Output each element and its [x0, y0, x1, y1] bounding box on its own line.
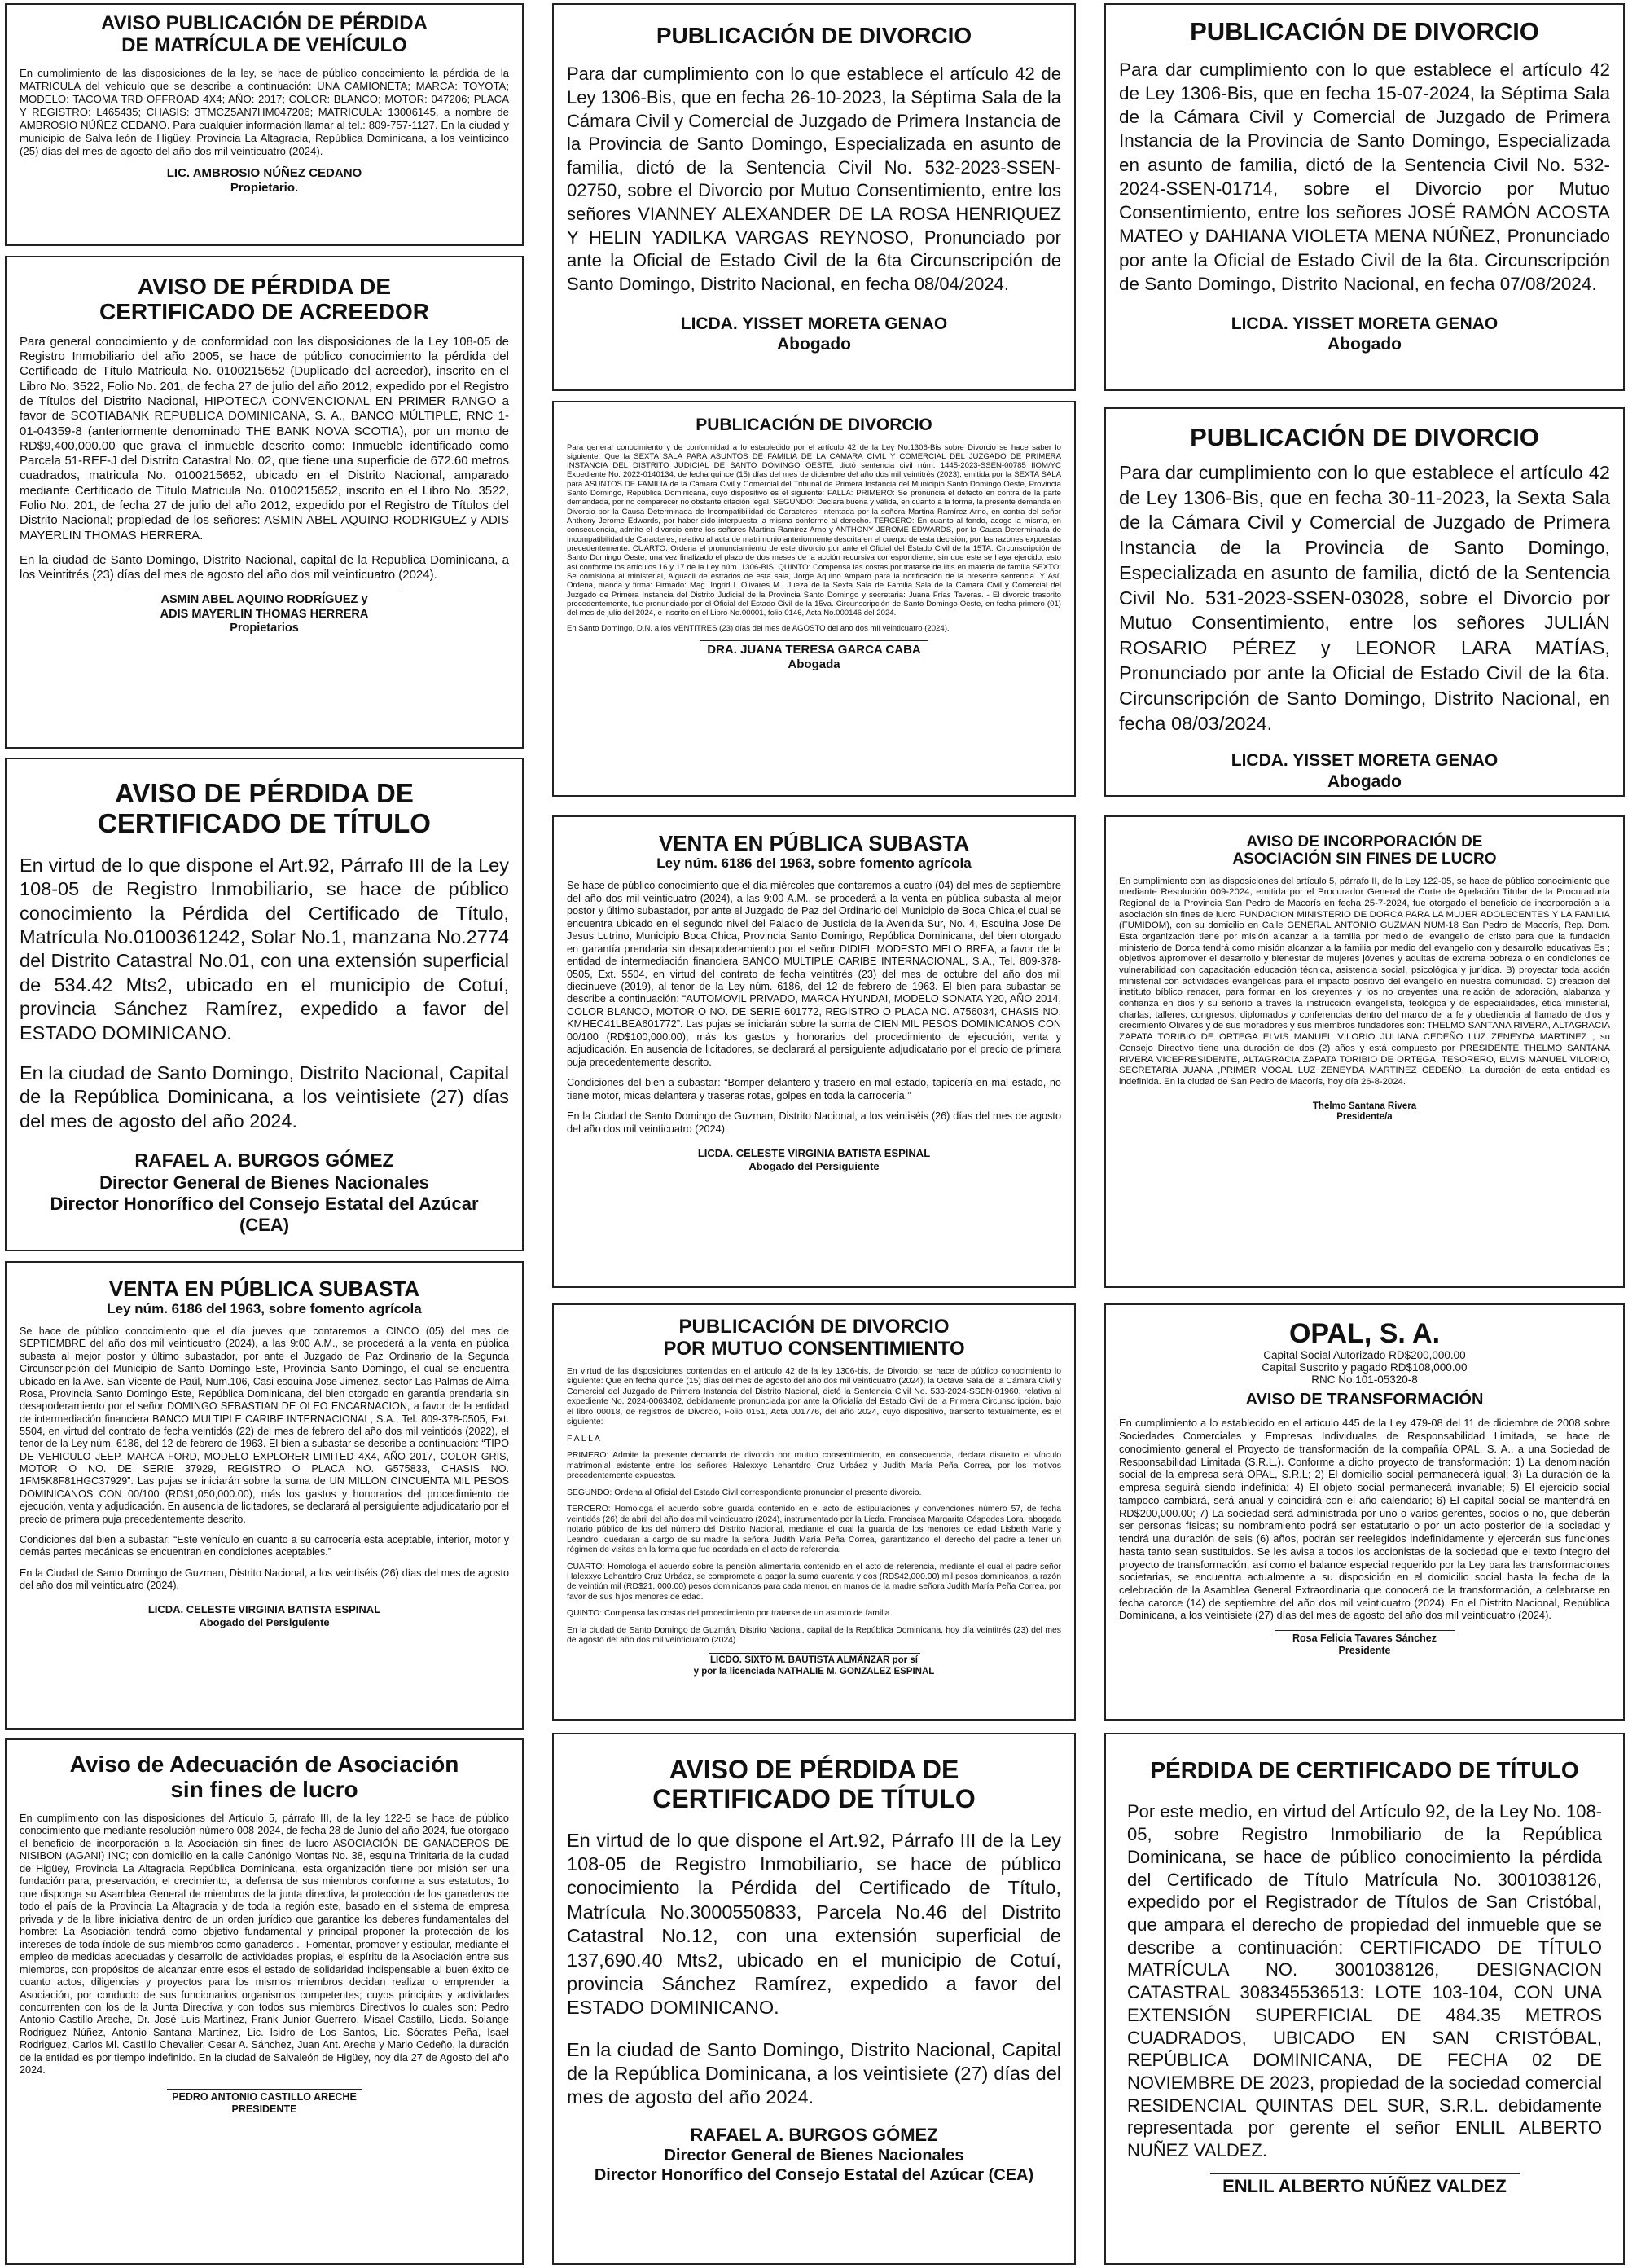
notice-public-auction	[5, 1261, 524, 1730]
notice-body: Por este medio, en virtud del Artículo 92, de la Ley No. 108-05, sobre Registro Inmobiliario de la República Dominicana, se hace de público conocimiento la pérdida del Certificado de Título Matrícula No. 3001038126, expedido por el Registrador de Títulos de San Cristóbal, que ampara el derecho de propiedad del inmueble que se describe a continuación: CERTIFICADO DE TÍTULO MATRÍCULA NO. 3001038126, DESIGNACION CATASTRAL 308345536513: LOTE 103-104, CON UNA EXTENSIÓN SUPERFICIAL DE 484.35 METROS CUADRADOS, UBICADO EN SAN CRISTÓBAL, REPÚBLICA DOMINICANA, DE FECHA 02 DE NOVIEMBRE DE 2023, propiedad de la sociedad comercial RESIDENCIAL QUINTAS DEL SUR, S.R.L. debidamente representada por gerente el señor ENLIL ALBERTO NUÑEZ VALDEZ.	[1127, 1801, 1602, 2161]
notice-body: En cumplimiento de las disposiciones de la ley, se hace de público conocimiento la pérdida de la MATRICULA del vehículo que se describe a continuación: UNA CAMIONETA; MARCA: TOYOTA; MODELO: TACOMA TRD OFFROAD 4X4; AÑO: 2017; COLOR: BLANCO; MOTOR: 047206; PLACA Y REGISTRO: L465435; CHASIS: 3TMCZ5AN7HM047206; MATRICULA: 13006145, a nombre de AMBROSIO NÚÑEZ CEDANO. Para cualquier información llamar al tel.: 809-757-1127. En la ciudad y municipio de Salva león de Higüey, Provincia La Altagracia, República Dominicana, a los veinticinco (25) días del mes de agosto del año dos mil veinticuatro (2024).	[20, 66, 509, 158]
signature-line	[1275, 1630, 1455, 1631]
notice-title: PÉRDIDA DE CERTIFICADO DE TÍTULO	[1150, 1757, 1579, 1782]
signer-name: RAFAEL A. BURGOS GÓMEZ	[690, 2124, 938, 2145]
signer-role: Presidente	[1338, 1645, 1391, 1657]
signer-role: Director General de Bienes Nacionales	[99, 1171, 429, 1193]
signer-role: Director Honorífico del Consejo Estatal del Azúcar (CEA)	[594, 2166, 1034, 2185]
notice-title: PUBLICACIÓN DE DIVORCIO	[1190, 17, 1539, 46]
signature-block	[567, 1653, 1061, 1678]
signer-role: Abogado	[777, 335, 851, 354]
notice-body: Para dar cumplimiento con lo que establece el artículo 42 de Ley 1306-Bis, que en fecha 26-10-2023, la Séptima Sala de la Cámara Civil y Comercial de Juzgado de Primera Instancia de la Provincia de Santo Domingo, Especializada en asunto de familia, dictó de la Sentencia Civil No. 532-2023-SSEN-02750, sobre el Divorcio por Mutuo Consentimiento, entre los señores VIANNEY ALEXANDER DE LA ROSA HENRIQUEZ Y HELIN YADILKA VARGAS REYNOSO, Pronunciado por ante la Oficial de Estado Civil de la 6ta Circunscripción de Santo Domingo, Distrito Nacional, en fecha 08/04/2024.	[567, 64, 1061, 294]
signer-role: Presidente/a	[1336, 1112, 1393, 1123]
signer-name: LICDA. CELESTE VIRGINIA BATISTA ESPINAL	[697, 1147, 931, 1160]
notice-title: sin fines de lucro	[170, 1777, 358, 1803]
notice-body: En cumplimiento con las disposiciones del Artículo 5, párrafo III, de la ley 122-5 se hace de público conocimiento que mediante resolución número 008-2024, de fecha 28 de Junio del año 2024, fue otorgado el beneficio de incorporación a la Asociación sin fines de lucro ASOCIACIÓN DE GANADEROS DE NISIBON (AGANI) INC; con domicilio en la calle Canónigo Montas No. 38, esquina Trinitaria de la ciudad de Higüey, Provincia La Altagracia República Dominicana, esta organización tiene por misión ser una fundación para, preservación, el crecimiento, la defensa de sus miembros conforme a sus estatutos, 1o que disponga su Asamblea General de miembros de la junta directiva, la protección de los ganaderos de todo el país de la Provincia La Altagracia y de toda la región este, basado en el sistema de empresa privada y de la libre iniciativa dentro de un orden jurídico que garantice los deberes fundamentales del hombre: La Asociación tendrá como objetivo fundamental y principal proponer la protección de los intereses de toda índole de sus miembros como ganaderos .- Fomentar, promover y estipular, mediante el empleo de medidas adecuadas y desarrollo de actividades propias, el espíritu de la Asociación entre sus miembros, con propósitos de alcanzar entre esos el estado de solidaridad indispensable al buen éxito de cuanto actos, diligencias y proyectos para los mismos miembros decidan realizar o emprender la Asociación, por conducto de sus funcionarios organismos competentes; cuyos principios y actividades concurrenten con los de la Junta Directiva y con todos sus miembros Directivos lo cuales son: Pedro Antonio Castillo Areche, Dr. José Luis Martínez, Frank Junior Guerrero, Misael Castillo, Licda. Solange Rodriguez Núñez, Antonio Santana Martínez, Lic. Isidro de Los Santos, Lic. Sócrates Peña, Isael Rodriguez, Carlos Ml. Castillo Chevalier, Cesar A. Sánchez, Juan Ant. Areche y Mario Cedeño, la duración de la entidad es por tiempo indefinido. En la ciudad de Salvaleón de Higüey, hoy día 27 de Agosto del año 2024.	[20, 1812, 509, 2077]
notice-body: Se hace de público conocimiento que el día miércoles que contaremos a cuatro (04) del mes de septiembre del año dos mil veinticuatro (2024), a las 9:00 A.M., se procederá a la venta en pública subasta al mejor postor y último subastador, por ante el Juzgado de Paz del Ordinario del Municipio de Boca Chica,el cual se encuentra ubicado en el segundo nivel del Palacio de Justicia de la Avenida Sur, No. 4, Esquina Jose De Jesus Lutrino, Municipio Boca Chica, Provincia Santo Domingo, República Dominicana, del bien otorgado en garantía prendaria sin desapoderamiento por el señor DIDIEL MODESTO MELO BREA, a favor de la entidad de intermediación financiera BANCO MULTIPLE CARIBE INTERNACIONAL, S.A., Tel. 809-378-0505, Ext. 5504, en virtud del contrato de fecha veintitrés (23) del mes de octubre del año dos mil diecinueve (2019), al tenor de la Ley núm. 6186, del 12 de febrero de 1963. El bien para subastar se describe a continuación: “AUTOMOVIL PRIVADO, MARCA HYUNDAI, MODELO SONATA Y20, AÑO 2014, COLOR BLANCO, MOTOR O NO. DE SERIE 601772, REGISTRO O PLACA NO. A756034, CHASIS NO. KMHEC41LBEA601772”. Las pujas se iniciarán sobre la suma de CIEN MIL PESOS DOMINICANOS CON 00/100 (RD$100,000.00), más los gastos y honorarios del procedimiento de ejecución, venta y adjudicación. En ausencia de licitadores, se declarará al persiguiente adjudicatario por el precio de primera puja precedentemente descrito.	[567, 880, 1061, 1068]
signer-name: LICDA. YISSET MORETA GENAO	[1231, 751, 1499, 771]
notice-body: CUARTO: Homologa el acuerdo sobre la pensión alimentaria contenido en el acto de referencia, mediante el cual el padre señor Halexxyc Lehantdro Cruz Urbáez, se compromete a pagar la suma cuarenta y dos (RD$42,000.00) mil pesos dominicanos, a razón de veintiún mil (RD$21, 000.00) pesos dominicanos para cada menor, en manos de la madre señora Judith María Peña Correa, por favor de sus hijos menores de edad.	[567, 1562, 1061, 1602]
signature-block	[20, 1149, 509, 1237]
signature-block	[20, 591, 509, 635]
notice-vehicle-registration-loss	[5, 3, 524, 246]
notice-divorce-3	[1104, 3, 1625, 391]
signer-role: Propietario.	[230, 181, 299, 196]
signer-name: DRA. JUANA TERESA GARCA CABA	[707, 642, 921, 657]
notice-divorce-1	[552, 3, 1076, 391]
notice-title: AVISO PUBLICACIÓN DE PÉRDIDA	[101, 12, 428, 34]
notice-body: Para dar cumplimiento con lo que establece el artículo 42 de Ley 1306-Bis, que en fecha 30-11-2023, la Sexta Sala de la Cámara Civil y Comercial de Juzgado de Primera Instancia de la Provincia de Santo Domingo, Especializada en asunto de familia, dictó de la Sentencia Civil No. 531-2023-SSEN-03028, sobre el Divorcio por Mutuo Consentimiento, entre los señores JULIÁN ROSARIO PÉREZ y LEONOR LARA MATÍAS, Pronunciado por ante la Oficial de Estado Civil de la 6ta. Circunscripción de Santo Domingo, Distrito Nacional, en fecha 08/03/2024.	[1119, 461, 1610, 734]
notice-title: CERTIFICADO DE ACREEDOR	[99, 299, 429, 325]
signer-name: PEDRO ANTONIO CASTILLO ARECHE	[172, 2090, 357, 2103]
notice-body: SEGUNDO: Ordena al Oficial del Estado Civil correspondiente pronunciar el presente divorcio.	[567, 1488, 922, 1497]
notice-body: En Santo Domingo, D.N. a los VENTITRES (23) días del mes de AGOSTO del ano dos mil veinticuatro (2024).	[567, 624, 950, 634]
notice-body: QUINTO: Compensa las costas del procedimiento por tratarse de un asunto de familia.	[567, 1609, 893, 1619]
notice-body: Para general conocimiento y de conformidad con las disposiciones de la Ley 108-05 de Registro Inmobiliario del año 2005, se hace de público conocimiento la pérdida del Certificado de Título Matricula No. 0100215652 (Duplicado del acreedor), inscrito en el Libro No. 3522, Folio No. 201, de fecha 27 de julio del año 2012, expedido por el Registro de Títulos del Distrito Nacional, HIPOTECA CONVENCIONAL EN PRIMER RANGO a favor de SCOTIABANK REPUBLICA DOMINICANA, S. A., BANCO MÚLTIPLE, RNC 1-01-04359-8 (anteriormente denominado THE BANK NOVA SCOTIA), por un monto de RD$9,400,000.00 que grava el inmueble descrito como: Inmueble identificado como Parcela 51-REF-J del Distrito Catastral No. 02, que tiene una superficie de 672.60 metros cuadrados, matricula No. 0100215652, ubicado en el Distrito Nacional, amparado mediante Certificado de Título Matricula No. 0100215652, inscrito en el Libro No. 3522, Folio No. 201, de fecha 27 de julio del año 2012, expedido por el Registro de Títulos del Distrito Nacional; propiedad de los señores: ASMIN ABEL AQUINO RODRIGUEZ y ADIS MAYERLIN THOMAS HERRERA.	[20, 334, 509, 543]
notice-title-certificate-loss-3	[1104, 1733, 1625, 2265]
notice-body: En virtud de lo que dispone el Art.92, Párrafo III de la Ley 108-05 de Registro Inmobiliario, se hace de público conocimiento la Pérdida del Certificado de Título, Matrícula No.0100361242, Solar No.1, manzana No.2774 del Distrito Catastral No.01, con una extensión superficial de 534.42 Mts2, ubicado en el municipio de Cotuí, provincia Sánchez Ramírez, expedido a favor del ESTADO DOMINICANO.	[20, 854, 509, 1044]
notice-divorce-2	[552, 401, 1076, 797]
notice-body: En la ciudad de Santo Domingo de Guzmán, Distrito Nacional, capital de la República Dominicana, hoy día veintitrés (23) del mes de agosto del año dos mil veinticuatro (2024).	[567, 1625, 1061, 1646]
notice-title: AVISO DE INCORPORACIÓN DE	[1246, 833, 1483, 850]
notice-association-incorporation	[1104, 815, 1625, 1288]
notice-body: PRIMERO: Admite la presente demanda de divorcio por mutuo consentimiento, en consecuencia, declara disuelto el vínculo matrimonial existente entre los señores Halexxyc Lehantdro Cruz Urbáez y Judith María Peña Correa, por los motivos precedentemente expuestos.	[567, 1451, 1061, 1481]
notice-body: En la ciudad de Santo Domingo, Distrito Nacional, Capital de la República Dominicana, a los veintisiete (27) días del mes de agosto del año 2024.	[567, 2038, 1061, 2108]
signature-block	[567, 640, 1061, 672]
notice-title-certificate-loss-2	[552, 1733, 1076, 2265]
notice-body: TERCERO: Homologa el acuerdo sobre guarda contenido en el acto de estipulaciones y convenciones número 57, de fecha veintidós (26) de abril del año dos mil veinticuatro (2024), instrumentado por la Licda. Francisca Margarita Céspedes Lora, abogada notario público de los del número del Distrito Nacional, mediante el cual la guarda de los menores de edad Lisbeth Marie y Leandro, quedaran a cargo de su madre la señora Judith María Peña Correa, garantizando el derecho del padre a tener un régimen de visitas en la forma que fue acordada en el acto de referencia.	[567, 1505, 1061, 1555]
notice-title: PUBLICACIÓN DE DIVORCIO	[1190, 423, 1539, 451]
signature-block	[1119, 750, 1610, 791]
notice-body: En cumplimiento con las disposiciones del artículo 5, párrafo II, de la Ley 122-05, se hace de público conocimiento que mediante Resolución 009-2024, emitida por el Procurador General de Corte de Apelación Titular de la Procuraduría Regional de la Provincia San Pedro de Macorís en fecha 25-7-2024, fue otorgado el beneficio de incorporación a la asociación sin fines de lucro FUNDACION MINISTERIO DE DORCA PARA LA MUJER ADOLECENTES Y LA FAMILIA (FUMIDOM), con su domicilio en Calle GENERAL ANTONIO GUZMAN NUM-18 San Pedro de Macorís, Rep. Dom. Esta organización tiene por misión alcanzar a la familia por medio del evangelio de cristo para que la fundación ministerio de Dorca tendrá como misión alcanzar a la familia por medio del evangelio con y desarrollo educativas Es ; objetivos a)promover el desarrollo y bienestar de mujeres jóvenes y adultas de extrema pobreza o en condiciones de vulnerabilidad con capacitación educación técnica, asistencia social, psicológica y jurídica. B) proyectar toda acción ministerial con actividades evangélicas para el impacto positivo del evangelio en nuestra comunidad. C) creación del instituto bíblico renacer, para formar en los creyentes y los no creyentes una relación de adoración, alabanza y confianza en dios y su señorío a través la instrucción evangelista, teológica y de especialidades, ética ministerial, charlas, talleres, congresos, diplomados y conferencias dentro del marco de la fe y obediencia al llamado de dios y crecimiento Olivares y de sus moradores y sus miembros fundadores son: THELMO SANTANA RIVERA, ALTAGRACIA ZAPATA TORIBIO DE ORTEGA ELVIS MANUEL VILORIO JULIANA CEDEÑO LUZ ZENEYDA MARTINEZ ; su Consejo Directivo tiene una duración de dos (2) años y está compuesto por PRESIDENTE THELMO SANTANA RIVERA VICEPRESIDENTE, ALTAGRACIA ZAPATA TORIBIO DE ORTEGA, TESORERO, ELVIS MANUEL VILORIO, SECRETARIA JUANA ,PRIMER VOCAL LUZ ZENEYDA MARTINEZ CEDEÑO. La duración de esta entidad es indefinida. En la ciudad de San Pedro de Macorís, hoy día 26-8-2024.	[1119, 876, 1610, 1087]
signer-name: Thelmo Santana Rivera	[1312, 1101, 1417, 1111]
signer-name: ENLIL ALBERTO NÚÑEZ VALDEZ	[1222, 2175, 1507, 2196]
signer-role: Abogada	[788, 657, 840, 671]
notice-body: En la Ciudad de Santo Domingo de Guzman, Distrito Nacional, a los veintiséis (26) días del mes de agosto del año dos mil veinticuatro (2024).	[20, 1567, 509, 1591]
notice-company-transformation	[1104, 1303, 1625, 1721]
signer-name: ASMIN ABEL AQUINO RODRÍGUEZ y	[160, 593, 368, 607]
notice-body: Condiciones del bien a subastar: “Bomper delantero y trasero en mal estado, tapicería en mal estado, no tiene motor, micas delantera y traseras rotas, golpes en toda la carrocería.”	[567, 1077, 1061, 1101]
notice-title: AVISO DE PÉRDIDA DE	[669, 1755, 959, 1784]
signer-name: LICDA. CELESTE VIRGINIA BATISTA ESPINAL	[147, 1603, 381, 1616]
notice-falla: F A L L A	[567, 1434, 600, 1444]
signature-block	[20, 1603, 509, 1628]
notice-body: En la ciudad de Santo Domingo, Distrito Nacional, Capital de la República Dominicana, a los veintisiete (27) días del mes de agosto del año 2024.	[20, 1061, 509, 1132]
signature-block	[1119, 1101, 1610, 1124]
signature-block	[567, 1147, 1061, 1172]
notice-creditor-certificate-loss	[5, 256, 524, 749]
signer-role: Abogado	[1327, 771, 1402, 791]
notice-title: ASOCIACIÓN SIN FINES DE LUCRO	[1232, 850, 1497, 868]
signer-role: Abogado del Persiguiente	[199, 1615, 330, 1628]
signer-role: Abogado del Persiguiente	[748, 1159, 880, 1172]
signer-role: Director General de Bienes Nacionales	[664, 2147, 964, 2165]
notice-subtitle: Ley núm. 6186 del 1963, sobre fomento agrícola	[656, 855, 972, 872]
signature-block	[1119, 1630, 1610, 1657]
notice-association-adaptation	[5, 1738, 524, 2265]
signature-line	[167, 2089, 362, 2090]
signature-block	[20, 2089, 509, 2116]
company-capital-authorized: Capital Social Autorizado RD$200,000.00	[1263, 1349, 1466, 1362]
signer-name: LICDO. SIXTO M. BAUTISTA ALMÁNZAR por sí	[710, 1655, 918, 1665]
notice-body: Se hace de público conocimiento que el día jueves que contaremos a CINCO (05) del mes de SEPTIEMBRE del año dos mil veinticuatro (2024), a las 9:00 A.M., se procederá a la venta en pública subasta al mejor postor y último subastador, por ante el Juzgado de Paz Ordinario de la Segunda Circunscripción del Municipio de Santo Domingo Este, Provincia Santo Domingo, el cual se encuentra ubicado en la Ave. San Vicente de Paúl, Num.106, Casi esquina Jose Jimenez, sector Las Palmas de Alma Rosa, Provincia Santo Domingo Este, República Dominicana, del bien otorgado en garantía prendaria sin desapoderamiento por el señor DOMINGO SEBASTIAN DE OLEO ENCARNACION, a favor de la entidad de intermediación financiera BANCO MULTIPLE CARIBE INTERNACIONAL, S.A., Tel. 809-378-0505, Ext. 5504, en virtud del contrato de fecha veintidós (22) del mes de febrero del año dos mil veintidós (2022), el tenor de la Ley núm. 6186, del 12 de febrero de 1963. El bien a subastar se describe a continuación: “TIPO DE VEHICULO JEEP, MARCA FORD, MODELO EXPLORER LIMITED 4X4, AÑO 2017, COLOR GRIS, MOTOR O NO. DE SERIE 37929, REGISTRO O PLACA NO. G575833, CHASIS NO. 1FM5K8F81HGC37929”. Las pujas se iniciarán sobre la suma de UN MILLON CINCUENTA MIL PESOS DOMINICANOS CON 00/100 (RD$1,050,000.00), más los gastos y honorarios del procedimiento de ejecución, venta y adjudicación. En ausencia de licitadores, se declarará al persiguiente adjudicatario por el precio de primera puja precedentemente descrito.	[20, 1325, 509, 1525]
signature-block	[567, 314, 1061, 354]
signature-block	[1119, 2174, 1610, 2197]
signer-role: PRESIDENTE	[231, 2103, 297, 2115]
notice-body: En cumplimiento a lo establecido en el artículo 445 de la Ley 479-08 del 11 de diciembre de 2008 sobre Sociedades Comerciales y Empresas Individuales de Responsabilidad Limitada, se hace de conocimiento general el Proyecto de transformación de la compañía OPAL, S. A.. a una Sociedad de Responsabilidad Limitada (S.R.L.). Conforme a dicho proyecto de transformación: 1) La denominación social de la empresa será OPAL, S.R.L; 2) El domicilio social permanecerá igual; 3) La duración de la empresa seguirá siendo indefinida; 4) El objeto social permanecerá invariable; 5) El ejercicio social tampoco cambiará, será anual y coincidirá con el año calendario; 6) El capital social se mantendrá en RD$200,000.00; 7) La sociedad será administrada por uno o varios gerentes, socios o no, que deberán ser personas físicas; su nombramiento podrá ser estatutario o por un acto posterior de la sociedad y tendrá una duración de seis (6) años, podrán ser reelegidos indefinidamente y ejercerán sus funciones hasta tanto sean sustituidos. Se les avisa a todos los accionistas de la sociedad que el texto íntegro del proyecto de transformación, así como el balance especial requerido por la Ley para las transformaciones societarias, se encuentra actualmente a su disposición en el domicilio social hasta la fecha de la celebración de la Asamblea General Extraordinaria que conocerá de la transformación, a celebrarse en fecha catorce (14) de septiembre del año dos mil veinticuatro (2024). En el Distrito Nacional, República Dominicana, a los veintisiete (27) días del mes de agosto del año dos mil veinticuatro (2024).	[1119, 1417, 1610, 1622]
notice-subtitle: Ley núm. 6186 del 1963, sobre fomento agrícola	[107, 1301, 422, 1317]
signer-name: ADIS MAYERLIN THOMAS HERRERA	[160, 607, 369, 621]
signer-role: y por la licenciada NATHALIE M. GONZALEZ ESPINAL	[693, 1666, 935, 1677]
notice-body: En virtud de las disposiciones contenidas en el artículo 42 de la ley 1306-bis, de Divorcio, se hace de público conocimiento lo siguiente: Que en fecha quince (15) días del mes de agosto del año dos mil veinticuatro (2024), la Octava Sala de la Cámara Civil y Comercial del Juzgado de Primera Instancia del Distrito Nacional, dictó la Sentencia Civil No. 533-2024-SSEN-01960, relativa al expediente No. 2024-0063402, debidamente pronunciada por ante la Oficialía del Estado Civil de la Primera Circunscripción, bajo el libro 00018, de registros de Divorcio, Folio 0151, Acta 001776, del año 2024, cuyo dispositivo, transcrito textualmente, es el siguiente:	[567, 1366, 1061, 1427]
notice-title: AVISO DE PÉRDIDA DE	[137, 274, 392, 299]
notice-title: PUBLICACIÓN DE DIVORCIO	[656, 23, 972, 48]
notice-divorce-4	[1104, 407, 1625, 797]
notice-body: En virtud de lo que dispone el Art.92, Párrafo III de la Ley 108-05 de Registro Inmobiliario, se hace de público conocimiento la Pérdida del Certificado de Título, Matrícula No.3000550833, Parcela No.46 del Distrito Catastral No.12, con una extensión superficial de 137,690.40 Mts2, ubicado en el municipio de Cotuí, provincia Sánchez Ramírez, expedido a favor del ESTADO DOMINICANO.	[567, 1829, 1061, 2019]
signer-role: (CEA)	[239, 1215, 290, 1236]
company-capital-paid: Capital Suscrito y pagado RD$108,000.00	[1262, 1361, 1468, 1374]
notice-body: En la Ciudad de Santo Domingo de Guzman, Distrito Nacional, a los veintiséis (26) días del mes de agosto del año dos mil veinticuatro (2024).	[567, 1110, 1061, 1135]
notice-title: CERTIFICADO DE TÍTULO	[652, 1783, 976, 1813]
notice-title: VENTA EN PÚBLICA SUBASTA	[658, 831, 970, 855]
notice-title: AVISO DE TRANSFORMACIÓN	[1245, 1391, 1484, 1409]
notice-title: PUBLICACIÓN DE DIVORCIO	[696, 415, 932, 434]
notice-body: Para dar cumplimiento con lo que establece el artículo 42 de Ley 1306-Bis, que en fecha 15-07-2024, la Séptima Sala de la Cámara Civil y Comercial de Juzgado de Primera Instancia de la Provincia de Santo Domingo, Especializada en asunto de familia, dictó de la Sentencia Civil No. 532-2024-SSEN-01714, sobre el Divorcio por Mutuo Consentimiento, entre los señores JOSÉ RAMÓN ACOSTA MATEO y DAHIANA VIOLETA MENA NÚÑEZ, Pronunciado por ante la Oficial de Estado Civil de la 6ta. Circunscripción de Santo Domingo, Distrito Nacional, en fecha 07/08/2024.	[1119, 59, 1610, 294]
signer-role: Propietarios	[230, 622, 299, 635]
notice-title: CERTIFICADO DE TÍTULO	[98, 807, 431, 838]
signer-name: RAFAEL A. BURGOS GÓMEZ	[134, 1149, 394, 1171]
notice-body: En la ciudad de Santo Domingo, Distrito Nacional, capital de la Republica Dominicana, a los Veintitrés (23) días del mes de agosto del año dos mil veinticuatro (2024).	[20, 552, 509, 582]
signature-block	[1119, 314, 1610, 354]
notice-title: PUBLICACIÓN DE DIVORCIO	[678, 1316, 950, 1338]
notice-divorce-mutual-consent	[552, 1303, 1076, 1721]
signer-name: LICDA. YISSET MORETA GENAO	[1231, 314, 1499, 334]
signer-name: LICDA. YISSET MORETA GENAO	[680, 314, 948, 334]
notice-title: POR MUTUO CONSENTIMIENTO	[663, 1337, 965, 1360]
signature-block	[567, 2125, 1061, 2185]
notice-title: DE MATRÍCULA DE VEHÍCULO	[121, 33, 407, 56]
company-rnc: RNC No.101-05320-8	[1311, 1374, 1418, 1387]
notice-body: Condiciones del bien a subastar: “Este vehículo en cuanto a su carrocería esta aceptable, interior, motor y demás partes mecánicas se encuentran en condiciones aceptables.”	[20, 1533, 509, 1558]
signer-name: LIC. AMBROSIO NÚÑEZ CEDANO	[166, 166, 362, 181]
notice-title: VENTA EN PÚBLICA SUBASTA	[108, 1277, 420, 1301]
notice-title: AVISO DE PÉRDIDA DE	[115, 778, 414, 808]
notice-body: Para general conocimiento y de conformidad a lo establecido por el artículo 42 de la Ley No.1306-Bis sobre Divorcio se hace saber lo siguiente: Que la SEXTA SALA PARA ASUNTOS DE FAMILIA DE LA CAMARA CIVIL Y COMERCIAL DEL JUZGADO DE PRIMERA INSTANCIA DEL DISTRITO JUDICIAL DE SANTO DOMINGO OESTE, dictó sentencia civil núm. 1445-2023-SSEN-00785 IIOM/YC Expediente No. 2022-0140134, de fecha quince (15) días del mes de diciembre del año dos mil veintitrés (2023), emitida por la SEXTA SALA para ASUNTOS DE FAMILIA de la Cámara Civil y Comercial del Tribunal de Primera Instancia del Municipio Santo Domingo Oeste, Provincia Santo Domingo, República Dominicana, cuyo dispositivo es el siguiente: FALLA: PRIMERO: Se pronuncia el defecto en contra de la parte demandada, por no comparecer no obstante citación legal. SEGUNDO: Declara buena y válida, en cuanto a la forma, la presente demanda en Divorcio por la Causa Determinada de Incompatibilidad de Caracteres, intentada por la señora Martina Ramírez Arno, en contra del señor Anthony Jerome Edwards, por haber sido interpuesta la misma conforme al derecho. TERCERO: En cuanto al fondo, acoge la misma, en consecuencia, admite el divorcio entre los señores Martina Ramírez Arno y ANTHONY JEROME EDWARDS, por la Causa Determinada de Incompatibilidad de Caracteres, relativo al acta de matrimonio anteriormente descrita en el cuerpo de esta decisión, por las razones expuestas precedentemente. CUARTO: Ordena el pronunciamiento de este divorcio por ante el Oficial del Estado Civil de la 15TA. Circunscripción de Santo Domingo Oeste, una vez finalizado el plazo de dos meses de la acción recursiva correspondiente, sin que este se haya ejercido, esto así conforme los artículos 16 y 17 de la Ley núm. 1306-BIS. QUINTO: Compensa las costas por tratarse de litis en materia de familia SEXTO: Se comisiona al ministerial, Alguacil de estrados de esta sala, Jorge Aquino Amparo para la notificación de la presente sentencia. Y Así, Ordena, manda y firma: Firmado: Mag. Ingrid I. Olivares M., Jueza de la Sexta Sala de Familia Sala de la Cámara Civil y Comercial del Juzgado de Primera Instancia del Distrito Judicial de la Provincia Santo Domingo y secretaria: Juana Frías Taveras. - El divorcio trasorito precedentemente, fue pronunciado por el Oficial del Estado Civil de la 15va. Circunscripción de Santo Domingo Oeste, en fecha primero (01) del mes de julio del 2024, e inscrito en el Libro No.00001, folio 0146, Acta No.000146 del 2024.	[567, 442, 1061, 618]
signer-role: Abogado	[1327, 335, 1402, 354]
signature-line	[700, 640, 928, 641]
signer-name: Rosa Felicia Tavares Sánchez	[1292, 1633, 1437, 1645]
signature-block	[20, 166, 509, 196]
signature-line	[709, 1653, 920, 1654]
notice-title: Aviso de Adecuación de Asociación	[69, 1752, 459, 1777]
notice-public-auction-2	[552, 815, 1076, 1288]
company-name: OPAL, S. A.	[1288, 1318, 1441, 1349]
signer-role: Director Honorífico del Consejo Estatal del Azúcar	[50, 1193, 479, 1215]
notice-title-certificate-loss	[5, 758, 524, 1251]
